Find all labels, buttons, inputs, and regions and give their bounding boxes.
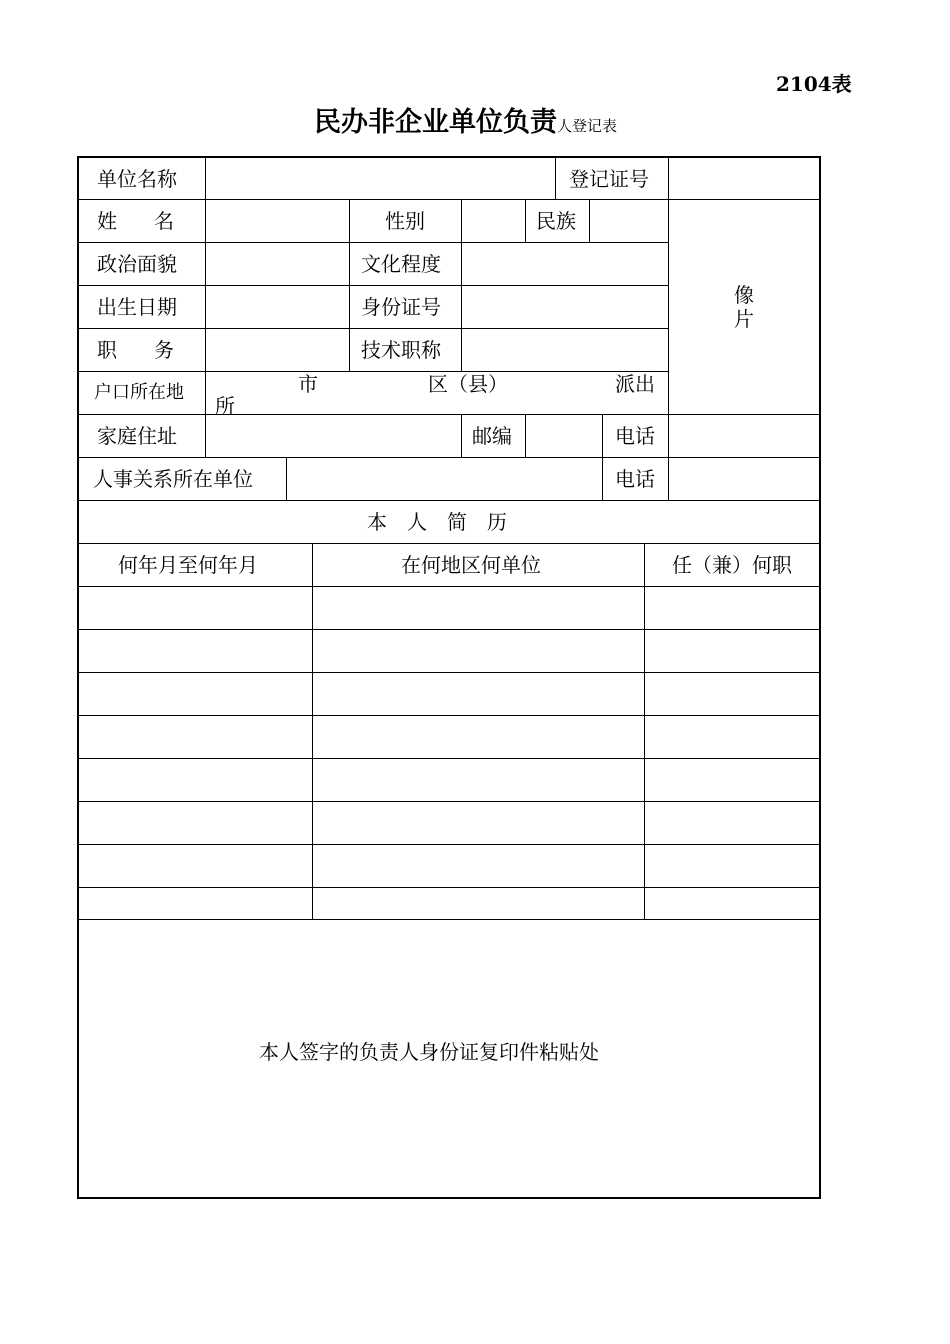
hukou-city: 市: [298, 372, 318, 396]
grid-line: [77, 285, 668, 286]
education-label: 文化程度: [361, 252, 441, 276]
grid-line: [77, 371, 668, 372]
grid-line: [77, 758, 821, 759]
unit-name-label: 单位名称: [97, 167, 177, 191]
hukou-station-suffix: 所: [215, 394, 235, 418]
grid-line: [205, 199, 206, 371]
grid-line: [461, 199, 462, 371]
id-copy-paste-area: 本人签字的负责人身份证复印件粘贴处: [259, 1040, 599, 1064]
title-tail: 人登记表: [557, 117, 618, 135]
gender-label: 性别: [385, 209, 425, 233]
resume-title: 本 人 简 历: [367, 510, 507, 534]
resume-col-place: 在何地区何单位: [401, 553, 541, 577]
grid-line: [77, 500, 821, 501]
grid-line: [461, 414, 462, 457]
grid-line: [77, 887, 821, 888]
resume-col-period: 何年月至何年月: [118, 553, 258, 577]
grid-line: [644, 543, 645, 919]
tech-title-label: 技术职称: [361, 338, 441, 362]
grid-line: [77, 586, 821, 587]
grid-line: [525, 414, 526, 457]
form-code: 2104表: [776, 72, 852, 96]
grid-line: [312, 543, 313, 919]
name-label: 姓 名: [97, 209, 173, 233]
grid-line: [205, 371, 206, 414]
photo-label: 像片: [734, 283, 754, 331]
grid-line: [286, 457, 287, 500]
political-label: 政治面貌: [97, 252, 177, 276]
grid-line: [77, 844, 821, 845]
birth-label: 出生日期: [97, 295, 177, 319]
grid-line: [668, 156, 669, 500]
grid-line: [77, 672, 821, 673]
grid-line: [77, 919, 821, 920]
grid-line: [77, 543, 821, 544]
grid-line: [77, 199, 821, 200]
postcode-label: 邮编: [472, 424, 512, 448]
grid-line: [589, 199, 590, 242]
ethnicity-label: 民族: [536, 209, 576, 233]
id-no-label: 身份证号: [361, 295, 441, 319]
grid-line: [77, 629, 821, 630]
grid-line: [77, 801, 821, 802]
hukou-label: 户口所在地: [94, 382, 184, 403]
phone-label: 电话: [615, 424, 655, 448]
grid-line: [77, 328, 668, 329]
grid-line: [205, 414, 206, 457]
grid-line: [205, 156, 206, 199]
personnel-unit-label: 人事关系所在单位: [93, 467, 253, 491]
grid-line: [77, 414, 821, 415]
grid-line: [77, 715, 821, 716]
home-address-label: 家庭住址: [97, 424, 177, 448]
resume-col-role: 任（兼）何职: [672, 553, 792, 577]
grid-line: [602, 414, 603, 500]
form-title: [314, 100, 617, 139]
grid-line: [77, 457, 821, 458]
reg-no-label: 登记证号: [569, 167, 649, 191]
phone2-label: 电话: [615, 467, 655, 491]
title-main: 民办非企业单位负责: [314, 107, 557, 138]
hukou-station: 派出: [615, 372, 655, 396]
grid-line: [349, 199, 350, 371]
hukou-district: 区（县）: [428, 372, 508, 396]
grid-line: [555, 156, 556, 199]
grid-line: [525, 199, 526, 242]
grid-line: [77, 242, 668, 243]
position-label: 职 务: [97, 338, 173, 362]
